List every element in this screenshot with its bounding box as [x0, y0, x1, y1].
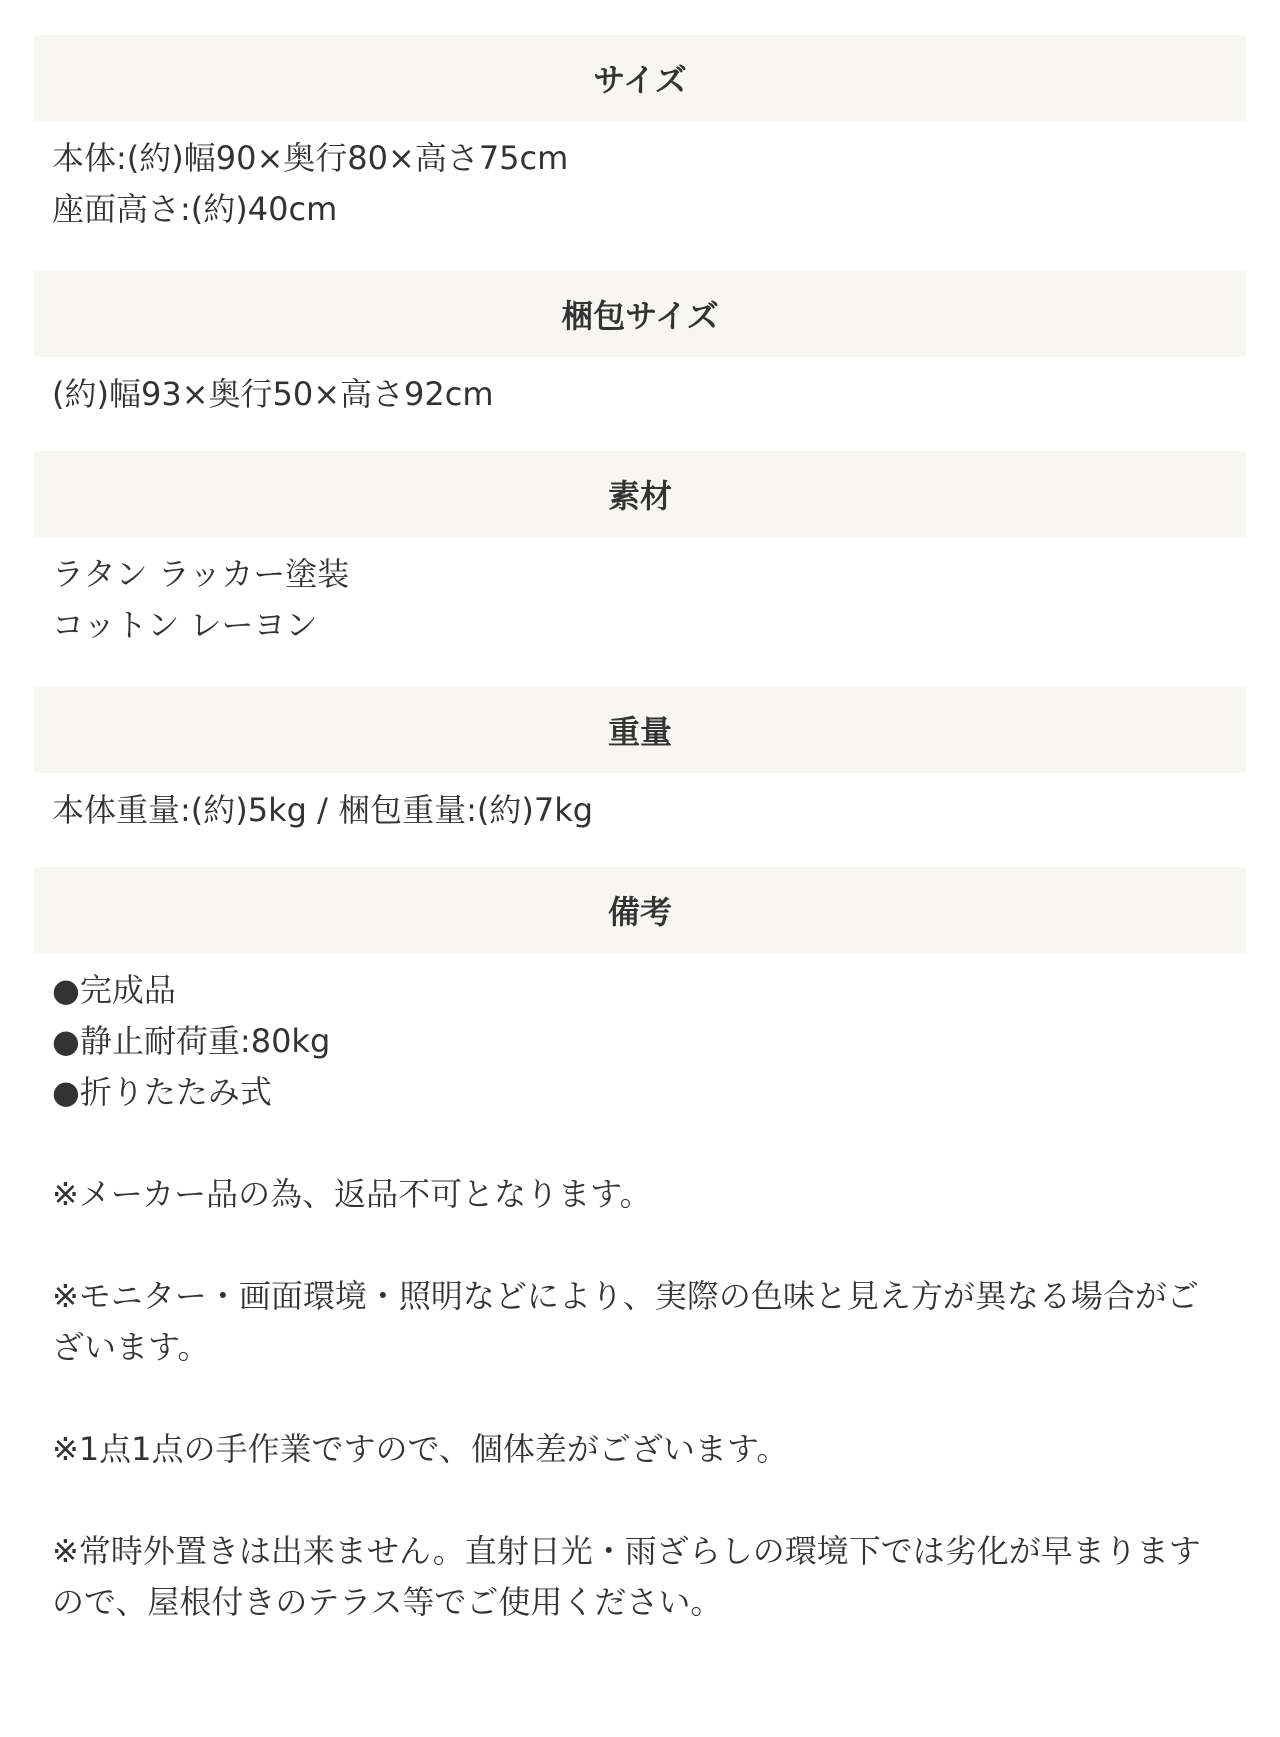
material-line-2: コットン レーヨン — [52, 606, 318, 644]
size-seat-height-line: 座面高さ:(約)40cm — [52, 190, 338, 228]
section-heading-notes: 備考 — [34, 867, 1246, 953]
bullet-item-folding: ●折りたたみ式 — [52, 1073, 272, 1111]
section-heading-package-size: 梱包サイズ — [34, 271, 1246, 357]
section-body-notes — [34, 953, 1246, 1628]
note-outdoor-use: ※常時外置きは出来ません。直射日光・雨ざらしの環境下では劣化が早まりますので、屋根付きのテラス等でご使用ください。 — [52, 1532, 1201, 1621]
note-no-returns: ※メーカー品の為、返品不可となります。 — [52, 1175, 652, 1213]
spacer — [52, 1220, 1228, 1271]
section-heading-material: 素材 — [34, 451, 1246, 537]
spec-table — [34, 35, 1246, 1628]
section-heading-size: サイズ — [34, 35, 1246, 121]
section-heading-weight: 重量 — [34, 687, 1246, 773]
spacer — [52, 1373, 1228, 1424]
bullet-item-load-capacity: ●静止耐荷重:80kg — [52, 1022, 331, 1060]
note-handmade: ※1点1点の手作業ですので、個体差がございます。 — [52, 1430, 789, 1468]
package-size-line: (約)幅93×奥行50×高さ92cm — [52, 375, 494, 413]
section-body-size — [34, 121, 1246, 271]
spacer — [52, 1475, 1228, 1526]
bullet-item-complete: ●完成品 — [52, 971, 176, 1009]
material-line-1: ラタン ラッカー塗装 — [52, 555, 350, 593]
weight-line: 本体重量:(約)5kg / 梱包重量:(約)7kg — [52, 791, 594, 829]
section-body-material — [34, 537, 1246, 687]
spacer — [52, 1118, 1228, 1169]
size-body-line: 本体:(約)幅90×奥行80×高さ75cm — [52, 139, 569, 177]
section-body-package-size — [34, 357, 1246, 451]
section-body-weight — [34, 773, 1246, 867]
note-monitor-color: ※モニター・画面環境・照明などにより、実際の色味と見え方が異なる場合がございます。 — [52, 1277, 1199, 1366]
